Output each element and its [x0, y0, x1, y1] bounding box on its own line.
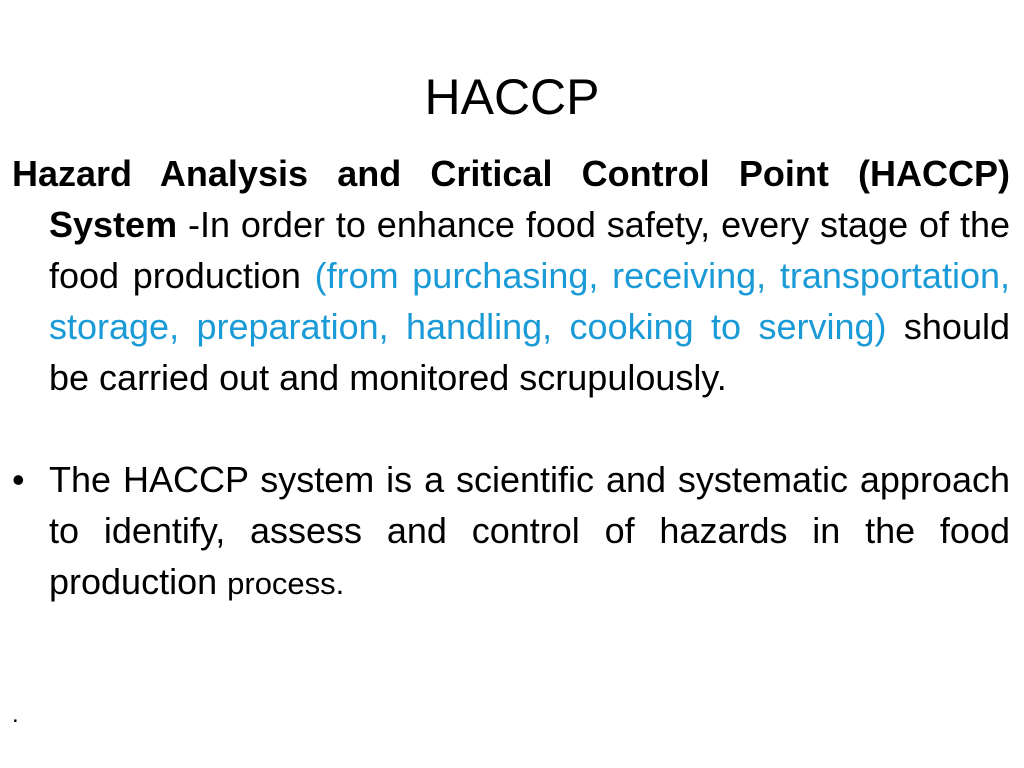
bullet-icon: •	[12, 459, 25, 500]
haccp-definition-text: -In order to enhance food safety, every stage of the food production	[49, 204, 1010, 296]
haccp-definition-paragraph	[12, 148, 1010, 403]
bullet-last-word: process.	[227, 566, 345, 601]
trailing-mark: .	[12, 701, 19, 728]
slide-body	[12, 148, 1010, 609]
slide-title: HACCP	[424, 69, 600, 125]
bullet-item	[12, 454, 1010, 609]
spacer	[12, 403, 1010, 454]
haccp-definition-text-end: should be carried out and monitored scrupulously.	[49, 306, 1010, 398]
bullet-text: The HACCP system is a scientific and systematic approach to identify, assess and control of hazards in the food production	[49, 459, 1010, 602]
food-production-stages: (from purchasing, receiving, transportation, storage, preparation, handling, cooking to serving)	[49, 255, 1011, 347]
haccp-definition-term: Hazard Analysis and Critical Control Point (HACCP) System	[12, 153, 1010, 245]
